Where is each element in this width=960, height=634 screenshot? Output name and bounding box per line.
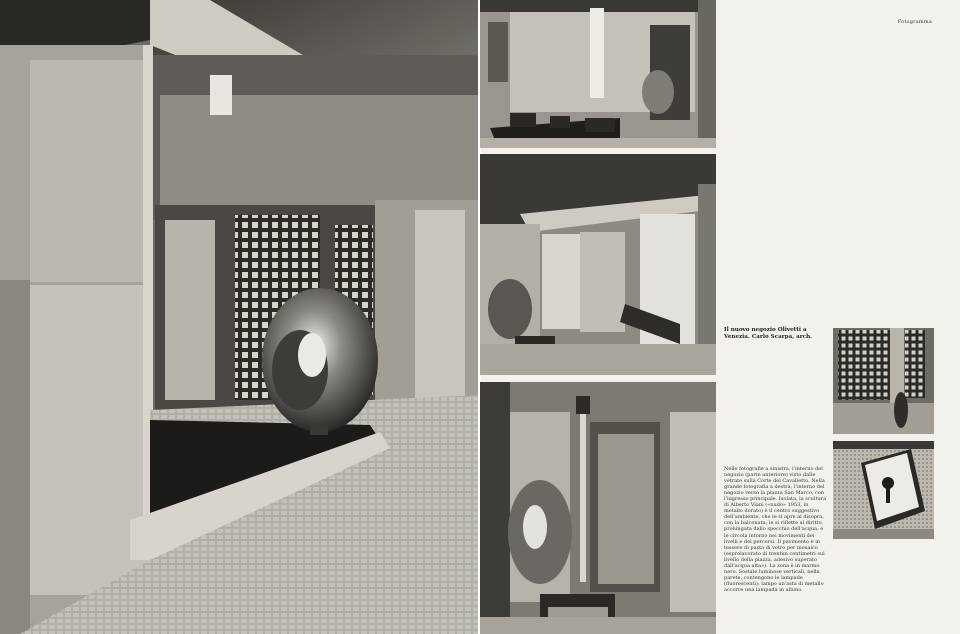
photo-mid — [480, 154, 716, 375]
photo-small-1 — [833, 328, 934, 434]
caption-title: Il nuovo negozio Olivetti a Venezia. Carlo Scarpa, arch. — [724, 327, 813, 340]
photo-bot — [480, 382, 716, 634]
photo-top — [480, 0, 716, 148]
photo-small-2 — [833, 441, 934, 539]
body-text: Nelle fotografie a sinistra, l'interno del negozio (parte anteriore) visto dalle vetrate sulla Corte del Cavalletto. Nella grande fotografia a destra, l'interno del negozio verso la piazza San Marco, con l'ingresso principale. Isolata, la scultura di Alberto Viani («nudo» 1953, in metallo dorato) è il centro suggestivo dell'ambiente, che le si apre al disopra, con la balconata; le si riflette al diritto, prolungata dallo specchio dell'acqua, e le circola intorno nei movimenti dei livelli e dei percorsi. Il pavimento è in tessere di pasta di vetro per mosaico (esprolavorato di trentun centimetri sul livello della piazza, adesivo superato dall'acqua alta»). La zona è in marmo nero. Sostale luminose verticali, nella parete, contengono le lampade (fluorescenti): lampo un'asta di metallo accorre una lampada in alluno. — [724, 466, 827, 593]
running-head: Fotogramma — [897, 19, 932, 25]
